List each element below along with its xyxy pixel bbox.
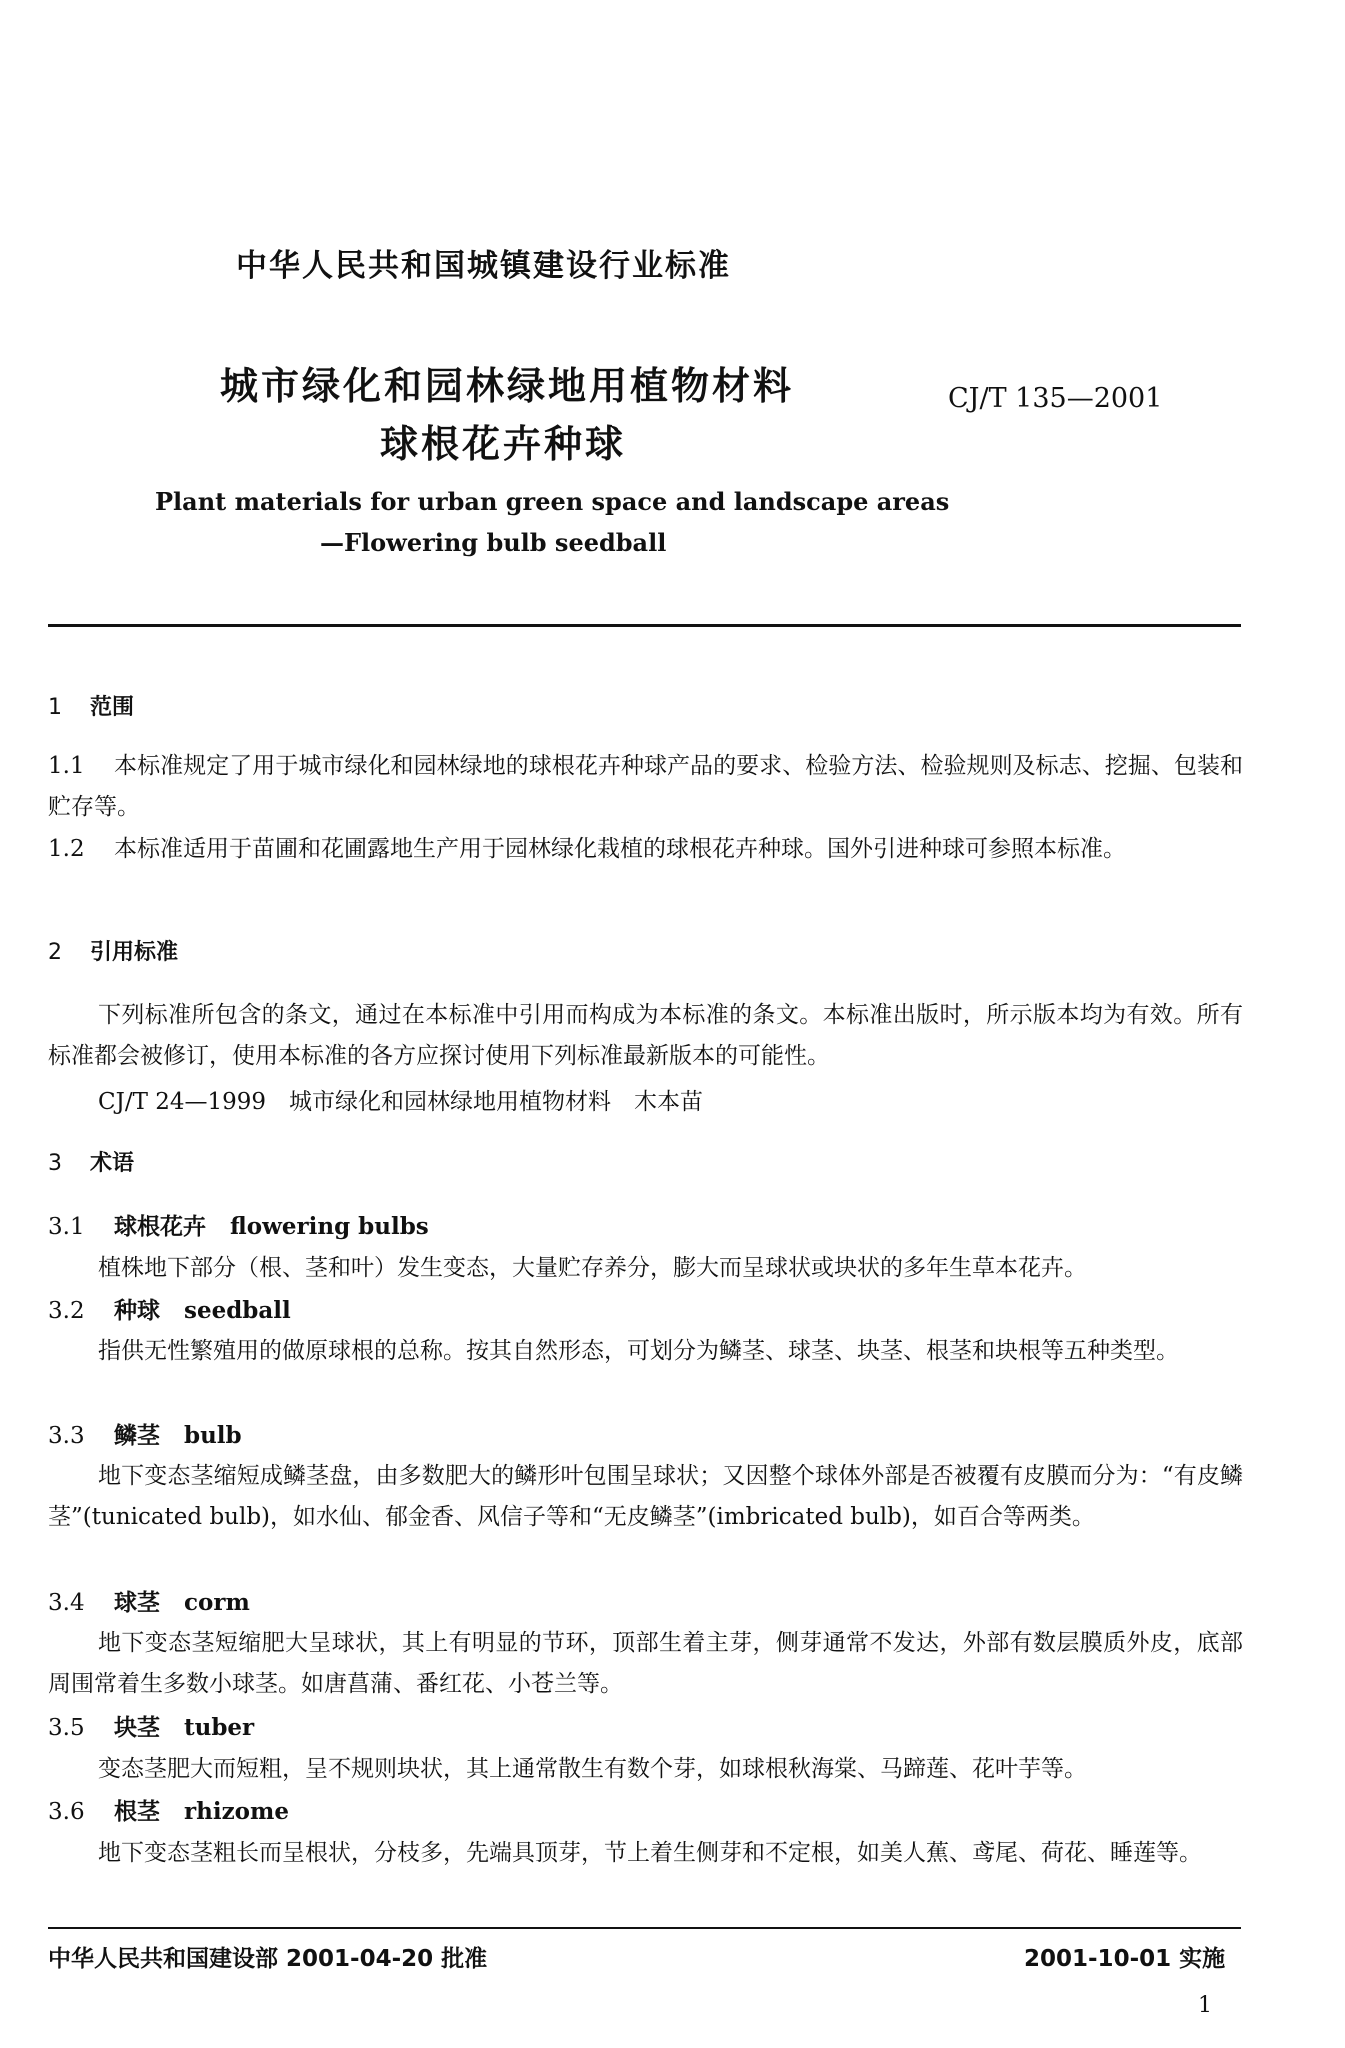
term-number: 3.5 <box>48 1715 85 1741</box>
term-english: bulb <box>184 1422 242 1449</box>
term-3-5-definition: 变态茎肥大而短粗，呈不规则块状，其上通常散生有数个芽，如球根秋海棠、马蹄莲、花叶芋等。 <box>98 1756 1087 1782</box>
term-chinese: 鳞茎 <box>114 1422 160 1449</box>
section-title: 引用标准 <box>90 940 179 965</box>
clause-number: 1.1 <box>48 753 85 779</box>
term-3-2-heading <box>48 1292 291 1325</box>
section-number: 2 <box>48 940 62 965</box>
section-title: 术语 <box>90 1151 135 1176</box>
term-3-4-heading <box>48 1584 250 1617</box>
term-chinese: 种球 <box>114 1297 160 1324</box>
term-3-6-heading <box>48 1793 289 1826</box>
clause-text: 本标准规定了用于城市绿化和园林绿地的球根花卉种球产品的要求、检验方法、检验规则及标志、挖掘、包装和贮存等。 <box>48 753 1243 820</box>
section-number: 3 <box>48 1151 62 1176</box>
implementation-date: 2001-10-01 实施 <box>1024 1946 1226 1972</box>
footer-divider <box>48 1927 1241 1929</box>
term-3-3-definition: 地下变态茎缩短成鳞茎盘，由多数肥大的鳞形叶包围呈球状；又因整个球体外部是否被覆有皮膜而分为：“有皮鳞茎”(tunicated bulb)，如水仙、郁金香、风信子等和“无皮鳞茎”(imbricated bulb)，如百合等两类。 <box>48 1463 1243 1530</box>
term-3-3-heading <box>48 1417 242 1450</box>
standard-code: CJ/T 135—2001 <box>948 383 1163 414</box>
clause-number: 1.2 <box>48 836 85 862</box>
term-number: 3.4 <box>48 1590 85 1616</box>
term-number: 3.3 <box>48 1423 85 1449</box>
document-title-line-2: 球根花卉种球 <box>380 422 627 466</box>
standard-category: 中华人民共和国城镇建设行业标准 <box>236 248 731 284</box>
term-number: 3.2 <box>48 1298 85 1324</box>
term-3-6-definition: 地下变态茎粗长而呈根状，分枝多，先端具顶芽，节上着生侧芽和不定根，如美人蕉、鸢尾、荷花、睡莲等。 <box>98 1840 1202 1866</box>
section-heading-terms <box>48 1146 134 1177</box>
approval-line: 中华人民共和国建设部 2001-04-20 批准 <box>48 1946 488 1972</box>
english-title-line-2: —Flowering bulb seedball <box>320 528 667 557</box>
clause-1-1 <box>48 746 1243 828</box>
term-english: corm <box>184 1589 250 1616</box>
section-number: 1 <box>48 695 62 720</box>
section-heading-scope <box>48 690 134 721</box>
term-chinese: 球根花卉 <box>114 1213 206 1240</box>
term-english: flowering bulbs <box>230 1213 429 1240</box>
term-3-1-definition: 植株地下部分（根、茎和叶）发生变态，大量贮存养分，膨大而呈球状或块状的多年生草本花卉。 <box>98 1255 1087 1281</box>
clause-1-2 <box>48 829 1243 870</box>
term-number: 3.1 <box>48 1214 85 1240</box>
term-number: 3.6 <box>48 1799 85 1825</box>
section-heading-references <box>48 935 178 966</box>
section-title: 范围 <box>90 695 135 720</box>
term-chinese: 块茎 <box>114 1714 160 1741</box>
term-3-4-definition: 地下变态茎短缩肥大呈球状，其上有明显的节环，顶部生着主芽，侧芽通常不发达，外部有数层膜质外皮，底部周围常着生多数小球茎。如唐菖蒲、番红花、小苍兰等。 <box>48 1630 1243 1697</box>
term-3-2-definition: 指供无性繁殖用的做原球根的总称。按其自然形态，可划分为鳞茎、球茎、块茎、根茎和块根等五种类型。 <box>98 1338 1179 1364</box>
term-3-1-heading <box>48 1208 429 1241</box>
document-title-line-1: 城市绿化和园林绿地用植物材料 <box>220 364 795 408</box>
english-title-line-1: Plant materials for urban green space and landscape areas <box>155 487 950 516</box>
term-english: rhizome <box>184 1798 289 1825</box>
term-chinese: 根茎 <box>114 1798 160 1825</box>
term-english: tuber <box>184 1714 255 1741</box>
header-divider <box>48 624 1241 627</box>
page-number: 1 <box>1198 1993 1212 2018</box>
term-chinese: 球茎 <box>114 1589 160 1616</box>
references-intro: 下列标准所包含的条文，通过在本标准中引用而构成为本标准的条文。本标准出版时，所示版本均为有效。所有标准都会被修订，使用本标准的各方应探讨使用下列标准最新版本的可能性。 <box>48 1002 1243 1069</box>
reference-entry: CJ/T 24—1999 城市绿化和园林绿地用植物材料 木本苗 <box>98 1089 704 1115</box>
term-3-5-heading <box>48 1709 254 1742</box>
clause-text: 本标准适用于苗圃和花圃露地生产用于园林绿化栽植的球根花卉种球。国外引进种球可参照本标准。 <box>114 836 1126 862</box>
term-english: seedball <box>184 1297 291 1324</box>
